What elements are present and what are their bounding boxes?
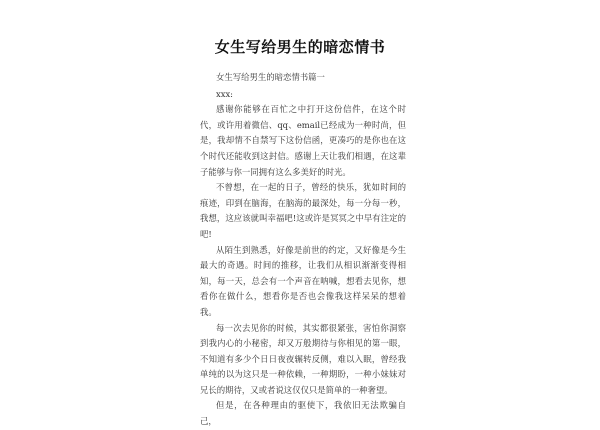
document-body [200, 70, 406, 430]
document-title: 女生写给男生的暗恋情书 [214, 38, 386, 56]
salutation: xxx: [216, 88, 233, 99]
document-subtitle: 女生写给男生的暗恋情书篇一 [216, 72, 325, 82]
paragraph-1: 感谢你能够在百忙之中打开这份信件，在这个时代，或许用着微信、qq、email已经成为一种时尚，但是，我却情不自禁写下这份信函，更凑巧的是你也在这个时代还能收到这封信。感谢上天让我们相遇，在这辈子能够与你一同拥有这么多美好的时光。 [200, 104, 406, 177]
paragraph-5: 但是，在各种理由的驱使下，我依旧无法欺骗自己， [200, 400, 406, 427]
paragraph-4: 每一次去见你的时候，其实都很紧张，害怕你洞察到我内心的小秘密，却又万般期待与你相见的第一眼，不知道有多少个日日夜夜辗转反侧，难以入眠，曾经我单纯的以为这只是一种依赖，一种期盼，一种小妹妹对兄长的期待，又或者说这仅仅只是简单的一种奢望。 [200, 322, 406, 395]
paragraph-2: 不曾想，在一起的日子，曾经的快乐，犹如时间的痕迹，印到在脑海，在脑海的最深处，每一分每一秒，我想，这应该就叫幸福吧!这或许是冥冥之中早有注定的吧! [200, 182, 406, 239]
paragraph-3: 从陌生到熟悉，好像是前世的约定，又好像是今生最大的奇遇。时间的推移，让我们从相识渐渐变得相知，每一天，总会有一个声音在呐喊，想看去见你，想看你在做什么，想看你是否也会像我这样呆呆的想着我。 [200, 244, 406, 317]
